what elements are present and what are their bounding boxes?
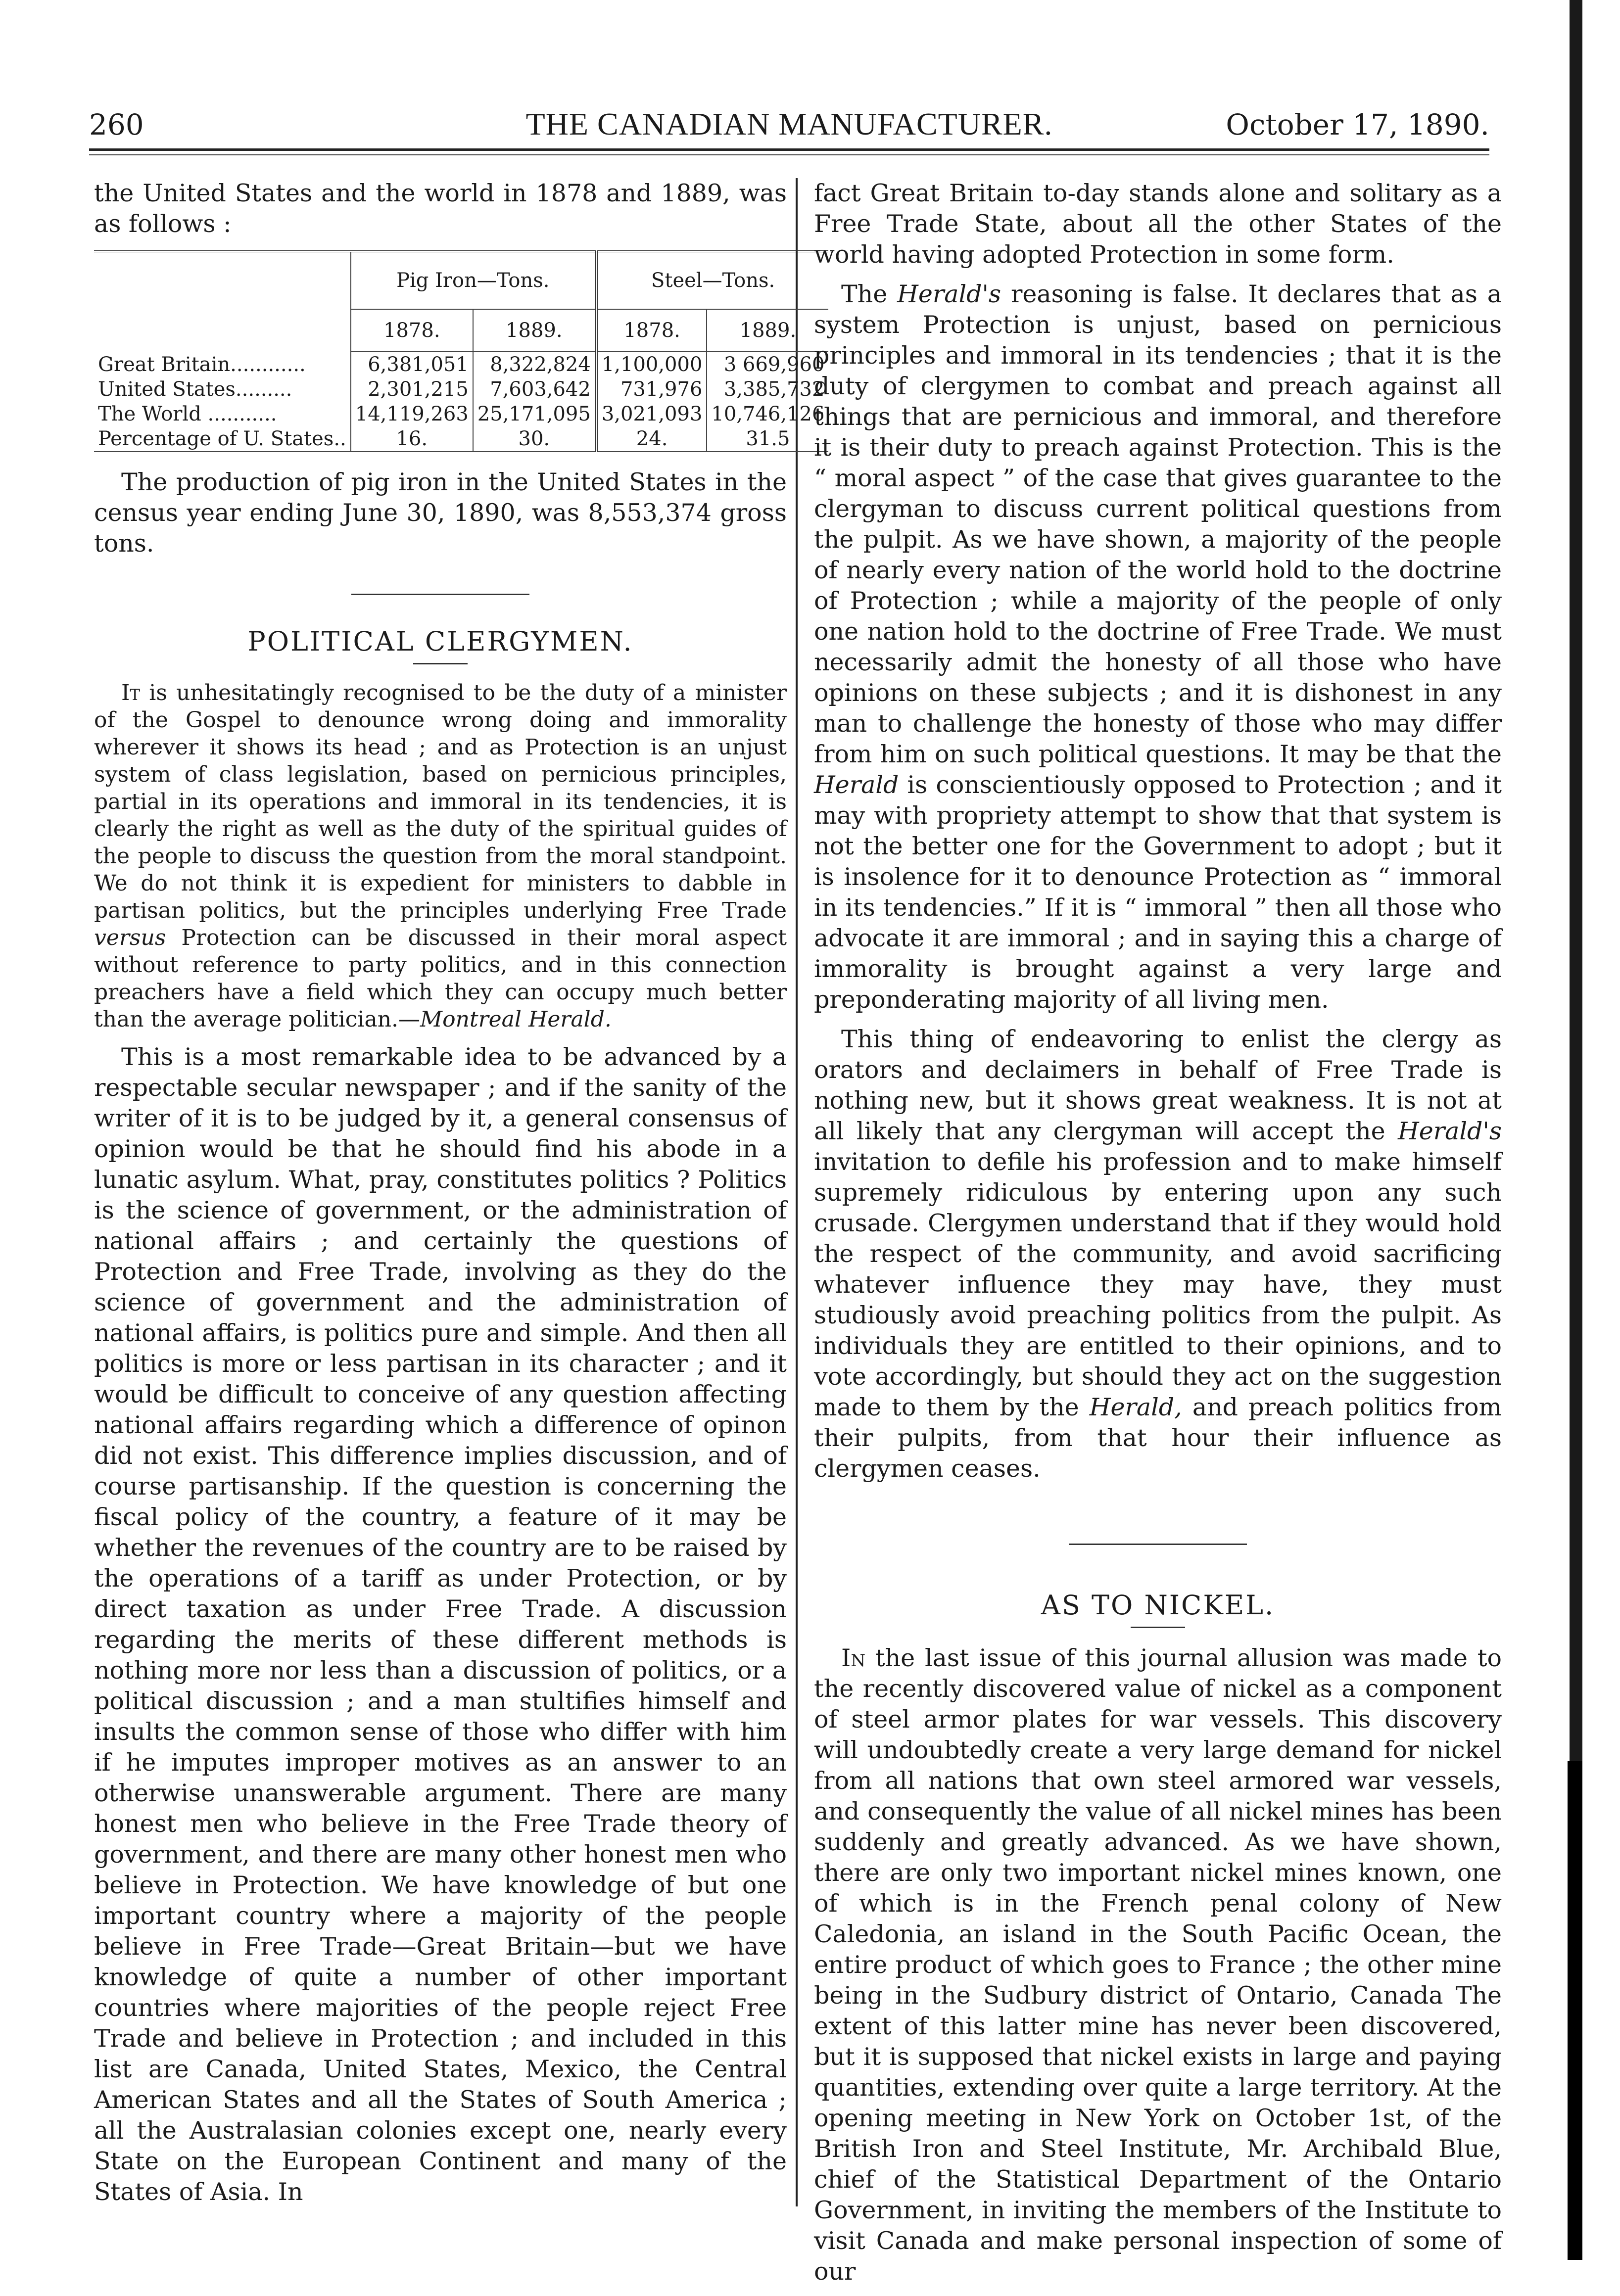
italic-run: Herald's (1397, 1117, 1502, 1145)
quote-italic: versus (94, 925, 166, 950)
year-header: 1878. (596, 309, 707, 352)
table-group-header-row (94, 251, 828, 309)
body-paragraph: This is a most remarkable idea to be advanced by a respectable secular newspaper ; and if the sanity of the writer of it is to be judged by it, a general consensus of opinion would be that he should find his abode in a lunatic asylum. What, pray, constitutes politics ? Politics is the science of government, or the administration of national affairs ; and certainly the questions of Protection and Free Trade, involving as they do the science of government and the administration of national affairs, is politics pure and simple. And then all politics is more or less partisan in its character ; and it would be difficult to conceive of any question affecting national affairs regarding which a difference of opinon did not exist. This difference implies discussion, and of course partisanship. If the question is concerning the fiscal policy of the country, a feature of it may be whether the revenues of the country are to be raised by the operations of a tariff as under Protection, or by direct taxation as under Free Trade. A discussion regarding the merits of these different methods is nothing more nor less than a discussion of politics, or a political discussion ; and a man stultifies himself and insults the common sense of those who differ with him if he imputes improper motives as an answer to an otherwise unanswerable argument. There are many honest men who believe in the Free Trade theory of government, and there are many other honest men who believe in Protection. We have knowledge of but one important country where a majority of the people believe in Free Trade—Great Britain—but we have knowledge of quite a number of other important countries where majorities of the people reject Free Trade and believe in Protection ; and included in this list are Canada, United States, Mexico, the Central American States and all the States of South America ; all the Australasian colonies except one, nearly every State on the European Continent and many of the States of Asia. In (94, 1043, 787, 2206)
title-underline (413, 663, 468, 664)
page-header (89, 99, 1489, 143)
nickel-first-word: In (841, 1644, 866, 1672)
table-cell: 14,119,263 (351, 402, 473, 426)
column-divider (796, 178, 798, 2206)
table-row (94, 402, 828, 426)
section-separator (351, 594, 529, 595)
row-label: Great Britain............ (98, 353, 306, 376)
production-table (94, 250, 828, 452)
table-row (94, 352, 828, 377)
table-row (94, 426, 828, 452)
table-cell: 3 669,960 (707, 352, 828, 377)
year-header: 1889. (473, 309, 596, 352)
herald-reasoning-paragraph (814, 279, 1502, 1015)
year-header: 1889. (707, 309, 828, 352)
table-cell: 10,746,126 (707, 402, 828, 426)
table-cell: 30. (473, 426, 596, 452)
header-rule-thin (89, 154, 1489, 155)
section-title-nickel: AS TO NICKEL. (1041, 1590, 1275, 1621)
table-corner-cell (94, 251, 351, 309)
clergy-paragraph (814, 1024, 1502, 1484)
table-cell: 6,381,051 (351, 352, 473, 377)
table-cell: 7,603,642 (473, 377, 596, 402)
left-column (94, 178, 825, 2216)
table-year-header-row (94, 309, 828, 352)
table-cell: 731,976 (596, 377, 707, 402)
page-number: 260 (89, 108, 144, 141)
header-rule (89, 148, 1489, 151)
text-run: and preach politics from their pulpits, from that hour their influence as clergymen ceases. (814, 1393, 1502, 1483)
text-run: invitation to defile his profession and to make himself supremely ridiculous by entering upon any such crusade. Clergymen understand that if they would hold the respect of the community, and avoid sacrificing whatever influence they may have, they must studiously avoid preaching politics from the pulpit. As individuals they are entitled to their opinions, and to vote accordingly, but should they act on the suggestion made to them by the (814, 1148, 1502, 1421)
right-column (814, 178, 1502, 2296)
body-paragraph-continued: fact Great Britain to-day stands alone and solitary as a Free Trade State, about all the other States of the world having adopted Protection in some form. (814, 179, 1502, 269)
pig-iron-header: Pig Iron—Tons. (351, 251, 596, 309)
quoted-paragraph (94, 679, 787, 1033)
italic-run: Herald, (1089, 1393, 1182, 1421)
text-run: reasoning is false. It declares that as a system Protection is unjust, based on pernicious principles and immoral in its tendencies ; that it is the duty of clergymen to combat and preach against all things that are pernicious and immoral, and therefore it is their duty to preach against Protection. This is the “ moral aspect ” of the case that gives guarantee to the clergyman to discuss current political questions from the pulpit. As we have shown, a majority of the people of nearly every nation of the world hold to the doctrine of Protection ; while a majority of the people of only one nation hold to the doctrine of Free Trade. We must necessarily admit the honesty of all those who have opinions on these subjects ; and it is dishonest in any man to challenge the honesty of those who may differ from him on such political questions. It may be that the (814, 280, 1502, 768)
table-corner-cell-2 (94, 309, 351, 352)
italic-run: Herald's (897, 280, 1001, 308)
table-intro-text: the United States and the world in 1878 and 1889, was as follows : (94, 179, 787, 238)
year-header: 1878. (351, 309, 473, 352)
quote-text: is unhesitatingly recognised to be the duty of a minister of the Gospel to denounce wrong doing and immorality wherever it shows its head ; and as Protection is an unjust system of class legislation, based on pernicious principles, partial in its operations and immoral in its tendencies, it is clearly the right as well as the duty of the spiritual guides of the people to discuss the question from the moral standpoint. We do not think it is expedient for ministers to dabble in partisan politics, but the principles underlying Free Trade (94, 680, 787, 923)
text-run: This thing of endeavoring to enlist the clergy as orators and declaimers in behalf of Free Trade is nothing new, but it shows great weakness. It is not at all likely that any clergyman will accept the (814, 1025, 1502, 1145)
table-cell: 2,301,215 (351, 377, 473, 402)
italic-run: Herald (814, 771, 899, 799)
table-cell: 31.5 (707, 426, 828, 452)
quote-first-word: It (121, 680, 141, 705)
row-label: Percentage of U. States.. (94, 426, 351, 452)
section-separator (1069, 1544, 1247, 1545)
table-cell: 25,171,095 (473, 402, 596, 426)
table-cell: 1,100,000 (596, 352, 707, 377)
table-cell: 24. (596, 426, 707, 452)
table-cell: 8,322,824 (473, 352, 596, 377)
nickel-paragraph (814, 1643, 1502, 2287)
nickel-text: the last issue of this journal allusion was made to the recently discovered value of nickel as a component of steel armor plates for war vessels. This discovery will undoubtedly create a very large demand for nickel from all nations that own steel armored war vessels, and consequently the value of all nickel mines has been suddenly and greatly advanced. As we have shown, there are only two important nickel mines known, one of which is in the French penal colony of New Caledonia, an island in the South Pacific Ocean, the entire product of which goes to France ; the other mine being in the Sudbury district of Ontario, Canada The extent of this latter mine has never been discovered, but it is supposed that nickel exists in large and paying quantities, extending over quite a large territory. At the opening meeting in New York on October 1st, of the British Iron and Steel Institute, Mr. Archibald Blue, chief of the Statistical Department of the Ontario Government, in inviting the members of the Institute to visit Canada and make personal inspection of some of our (814, 1644, 1502, 2286)
row-label: United States......... (98, 378, 292, 401)
title-underline (1131, 1627, 1185, 1628)
steel-header: Steel—Tons. (596, 251, 829, 309)
page-edge-shadow-lower (1568, 1761, 1582, 2260)
production-note: The production of pig iron in the United States in the census year ending June 30, 1890, was 8,553,374 gross tons. (94, 468, 787, 558)
table-row (94, 377, 828, 402)
quote-source: Montreal Herald. (420, 1007, 612, 1032)
text-run: is conscientiously opposed to Protection ; and it may with propriety attempt to show that that system is not the better one for the Government to adopt ; but it is insolence for it to denounce Protection as “ immoral in its tendencies.” If it is “ immoral ” then all those who advocate it are immoral ; and in saying this a charge of immorality is brought against a very large and preponderating majority of all living men. (814, 771, 1502, 1014)
quote-text-cont: Protection can be discussed in their moral aspect without reference to party politics, and in this connection preachers have a field which they can occupy much better than the average politician.— (94, 925, 787, 1032)
table-cell: 3,385,732 (707, 377, 828, 402)
section-title-political-clergymen: POLITICAL CLERGYMEN. (247, 626, 633, 657)
text-run: The (841, 280, 898, 308)
table-cell: 16. (351, 426, 473, 452)
journal-title: THE CANADIAN MANUFACTURER. (525, 106, 1053, 141)
row-label: The World ........... (98, 403, 277, 425)
table-cell: 3,021,093 (596, 402, 707, 426)
issue-date: October 17, 1890. (1226, 108, 1489, 141)
